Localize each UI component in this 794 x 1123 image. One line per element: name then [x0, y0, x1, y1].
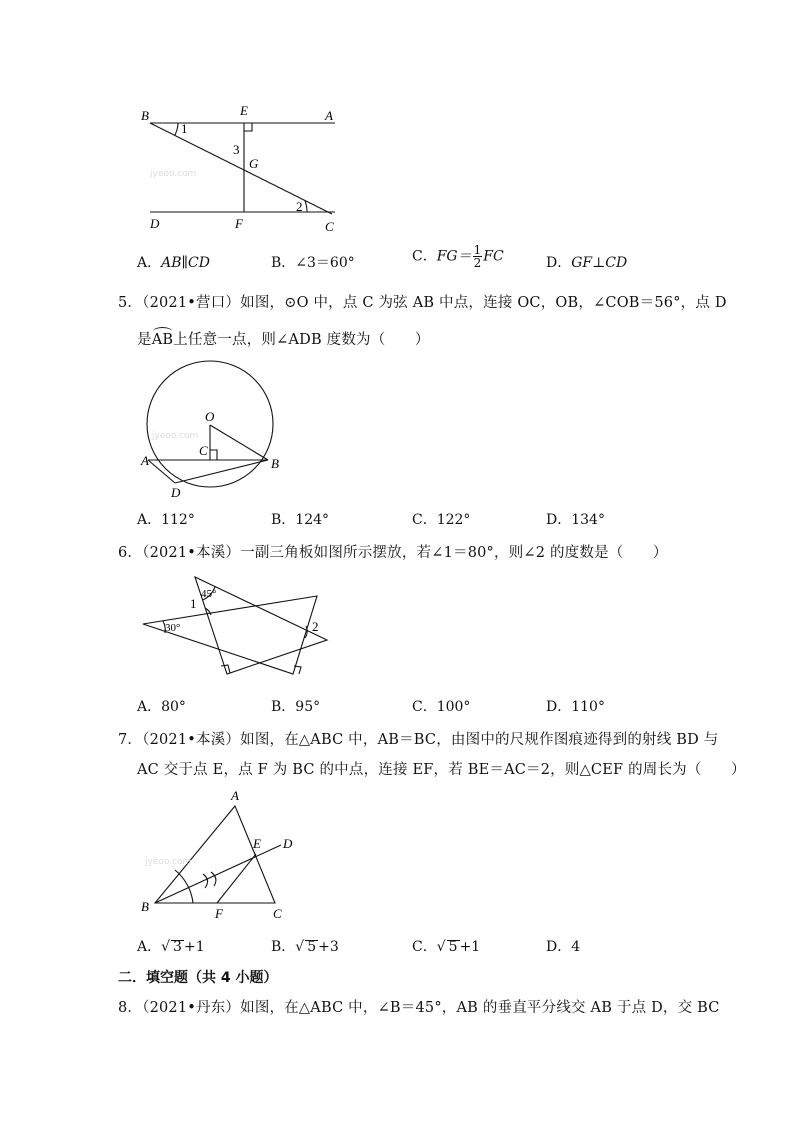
q5-option-b[interactable]: B．124° [271, 512, 330, 528]
q6-option-a[interactable]: A．80° [137, 699, 186, 715]
figure-q4 [135, 100, 355, 232]
label-G: G [249, 156, 259, 171]
q7-text-line1: 7．（2021•本溪）如图，在△ABC 中，AB＝BC，由图中的尺规作图痕迹得到的射线 BD 与 [118, 732, 719, 748]
watermark: jyeoo.com [150, 169, 197, 179]
sqrt-symbol: √ [295, 939, 305, 955]
q7-text-line2: AC 交于点 E，点 F 为 BC 的中点，连接 EF，若 BE＝AC＝2，则△CEF 的周长为（ ） [137, 762, 746, 778]
label-D: D [150, 216, 160, 231]
q4-option-a[interactable]: A．AB∥CD [137, 255, 210, 271]
label-angle-2: 2 [312, 619, 319, 634]
sqrt-symbol: √ [161, 939, 171, 955]
label-B: B [271, 456, 279, 471]
label-angle-1: 1 [190, 596, 197, 611]
label-F: F [235, 216, 243, 231]
sqrt-symbol: √ [436, 939, 446, 955]
watermark: jyeoo.com [152, 431, 199, 441]
fraction-one-half: $\frac{1}{2}$ [473, 243, 482, 270]
label-E: E [240, 103, 248, 118]
label-A: A [231, 788, 239, 803]
label-O: O [205, 409, 215, 424]
label-angle-2: 2 [296, 199, 303, 214]
label-angle-30: 30° [165, 622, 181, 634]
q4-option-c[interactable]: C．FG＝ $\frac{1}{2}$ FC [412, 243, 504, 270]
q7-option-d[interactable]: D．4 [546, 939, 581, 955]
label-C: C [199, 443, 208, 458]
arc-AB: AB [151, 332, 174, 348]
label-B: B [141, 899, 149, 914]
label-angle-1: 1 [181, 121, 188, 136]
label-angle-45: 45° [201, 588, 217, 600]
watermark: jyeoo.com [145, 857, 192, 867]
label-C: C [273, 906, 282, 921]
label-A: A [325, 108, 333, 123]
q4-option-b[interactable]: B．∠3＝60° [271, 255, 355, 271]
q5-option-d[interactable]: D．134° [546, 512, 605, 528]
q6-text-line1: 6．（2021•本溪）一副三角板如图所示摆放，若∠1＝80°，则∠2 的度数是（ ） [118, 545, 668, 561]
q5-text-line2: 是AB上任意一点，则∠ADB 度数为（ ） [137, 332, 430, 348]
q6-option-d[interactable]: D．110° [546, 699, 605, 715]
q4-option-d[interactable]: D．GF⊥CD [546, 255, 628, 271]
q6-option-b[interactable]: B．95° [271, 699, 321, 715]
label-D: D [171, 485, 181, 500]
figure-q7 [135, 788, 310, 923]
label-F: F [215, 906, 223, 921]
q7-option-b[interactable]: B．√ 5 +3 [271, 939, 339, 955]
q6-option-c[interactable]: C．100° [412, 699, 471, 715]
figure-q5 [135, 352, 295, 502]
label-B: B [141, 108, 149, 123]
section-heading-fill-in: 二．填空题（共 4 小题） [118, 970, 278, 986]
q7-option-a[interactable]: A．√ 3 +1 [137, 939, 205, 955]
label-D: D [283, 836, 293, 851]
figure-q6 [135, 570, 335, 680]
q5-text-line1: 5．（2021•营口）如图，⊙O 中，点 C 为弦 AB 中点，连接 OC，OB，∠COB＝56°，点 D [118, 295, 727, 311]
q8-text-line1: 8．（2021•丹东）如图，在△ABC 中，∠B＝45°，AB 的垂直平分线交 AB 于点 D，交 BC [118, 1000, 720, 1016]
label-angle-3: 3 [233, 142, 240, 157]
q5-option-c[interactable]: C．122° [412, 512, 471, 528]
q5-option-a[interactable]: A．112° [137, 512, 195, 528]
label-C: C [325, 219, 334, 232]
q7-option-c[interactable]: C．√ 5 +1 [412, 939, 481, 955]
label-A: A [141, 453, 149, 468]
label-E: E [253, 836, 261, 851]
